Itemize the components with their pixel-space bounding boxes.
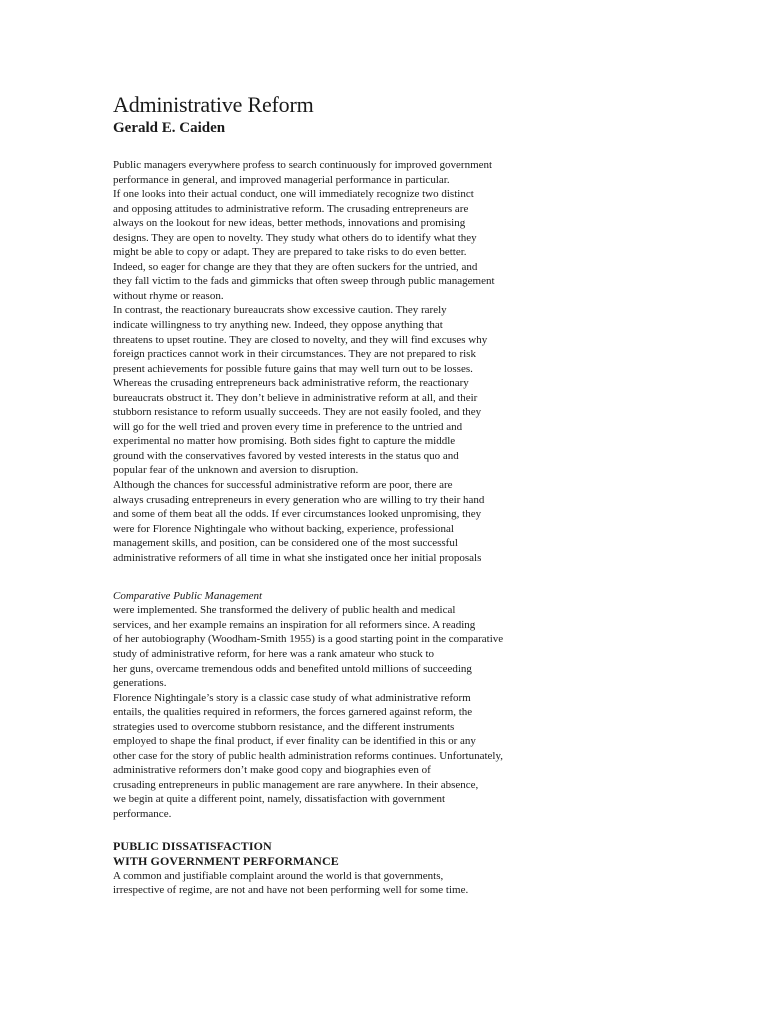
text-line: PUBLIC DISSATISFACTION [113, 838, 272, 853]
text-line: crusading entrepreneurs in public management are rare anywhere. In their absence, [113, 778, 479, 791]
text-line: threatens to upset routine. They are closed to novelty, and they will find excuses why [113, 333, 488, 346]
running-head: Comparative Public Management [113, 590, 263, 603]
text-line: employed to shape the final product, if ever finality can be identified in this or any [113, 735, 476, 748]
text-line: and opposing attitudes to administrative reform. The crusading entrepreneurs are [113, 202, 469, 215]
document-page [113, 92, 573, 898]
text-line: indicate willingness to try anything new. Indeed, they oppose anything that [113, 319, 443, 332]
text-line: always on the lookout for new ideas, better methods, innovations and promising [113, 217, 466, 230]
text-line: might be able to copy or adapt. They are prepared to take risks to do even better. [113, 246, 467, 259]
text-line: always crusading entrepreneurs in every generation who are willing to try their hand [113, 493, 485, 506]
text-line: ground with the conservatives favored by vested interests in the status quo and [113, 449, 459, 462]
body-text-block-1 [113, 158, 573, 565]
text-line: performance. [113, 807, 172, 820]
text-line: were implemented. She transformed the delivery of public health and medical [113, 604, 456, 617]
text-line: Although the chances for successful administrative reform are poor, there are [113, 479, 453, 492]
text-line: A common and justifiable complaint around the world is that governments, [113, 869, 444, 882]
text-line: WITH GOVERNMENT PERFORMANCE [113, 853, 339, 868]
text-line: they fall victim to the fads and gimmicks that often sweep through public management [113, 275, 495, 288]
document-title: Administrative Reform [113, 92, 314, 117]
text-line: designs. They are open to novelty. They study what others do to identify what they [113, 231, 477, 244]
text-line: study of administrative reform, for here was a rank amateur who stuck to [113, 647, 435, 660]
text-line: Indeed, so eager for change are they that they are often suckers for the untried, and [113, 260, 478, 273]
text-line: and some of them beat all the odds. If ever circumstances looked unpromising, they [113, 508, 482, 521]
text-line: administrative reformers don’t make good copy and biographies even of [113, 764, 431, 777]
text-line: Florence Nightingale’s story is a classic case study of what administrative reform [113, 691, 471, 704]
text-line: without rhyme or reason. [113, 289, 224, 302]
text-line: In contrast, the reactionary bureaucrats show excessive caution. They rarely [113, 304, 447, 317]
text-line: services, and her example remains an inspiration for all reformers since. A reading [113, 618, 476, 631]
document-author: Gerald E. Caiden [113, 120, 226, 136]
text-line: bureaucrats obstruct it. They don’t believe in administrative reform at all, and their [113, 391, 478, 404]
text-line: Whereas the crusading entrepreneurs back administrative reform, the reactionary [113, 377, 469, 390]
section-heading [113, 839, 573, 869]
text-line: present achievements for possible future gains that may well turn out to be losses. [113, 362, 473, 375]
text-line: Public managers everywhere profess to search continuously for improved government [113, 159, 493, 171]
text-line: of her autobiography (Woodham-Smith 1955) is a good starting point in the comparative [113, 633, 504, 646]
text-line: will go for the well tried and proven every time in preference to the untried and [113, 420, 463, 433]
text-line: experimental no matter how promising. Both sides fight to capture the middle [113, 435, 456, 448]
text-line: irrespective of regime, are not and have not been performing well for some time. [113, 884, 469, 897]
text-line: administrative reformers of all time in what she instigated once her initial proposals [113, 551, 482, 564]
text-line: generations. [113, 677, 167, 690]
text-line: strategies used to overcome stubborn resistance, and the different instruments [113, 720, 455, 733]
text-line: other case for the story of public health administration reforms continues. Unfortunately, [113, 749, 503, 762]
text-line: stubborn resistance to reform usually succeeds. They are not easily fooled, and they [113, 406, 482, 419]
text-line: we begin at quite a different point, namely, dissatisfaction with government [113, 793, 446, 806]
text-line: performance in general, and improved managerial performance in particular. [113, 173, 450, 186]
text-line: were for Florence Nightingale who without backing, experience, professional [113, 522, 454, 535]
text-line: her guns, overcame tremendous odds and benefited untold millions of succeeding [113, 662, 472, 675]
body-text-block-3 [113, 869, 573, 898]
text-line: If one looks into their actual conduct, one will immediately recognize two distinct [113, 188, 474, 201]
text-line: foreign practices cannot work in their circumstances. They are not prepared to risk [113, 348, 476, 361]
text-line: management skills, and position, can be considered one of the most successful [113, 537, 458, 550]
body-text-block-2 [113, 603, 573, 821]
text-line: popular fear of the unknown and aversion to disruption. [113, 464, 359, 477]
text-line: entails, the qualities required in reformers, the forces garnered against reform, the [113, 706, 473, 719]
